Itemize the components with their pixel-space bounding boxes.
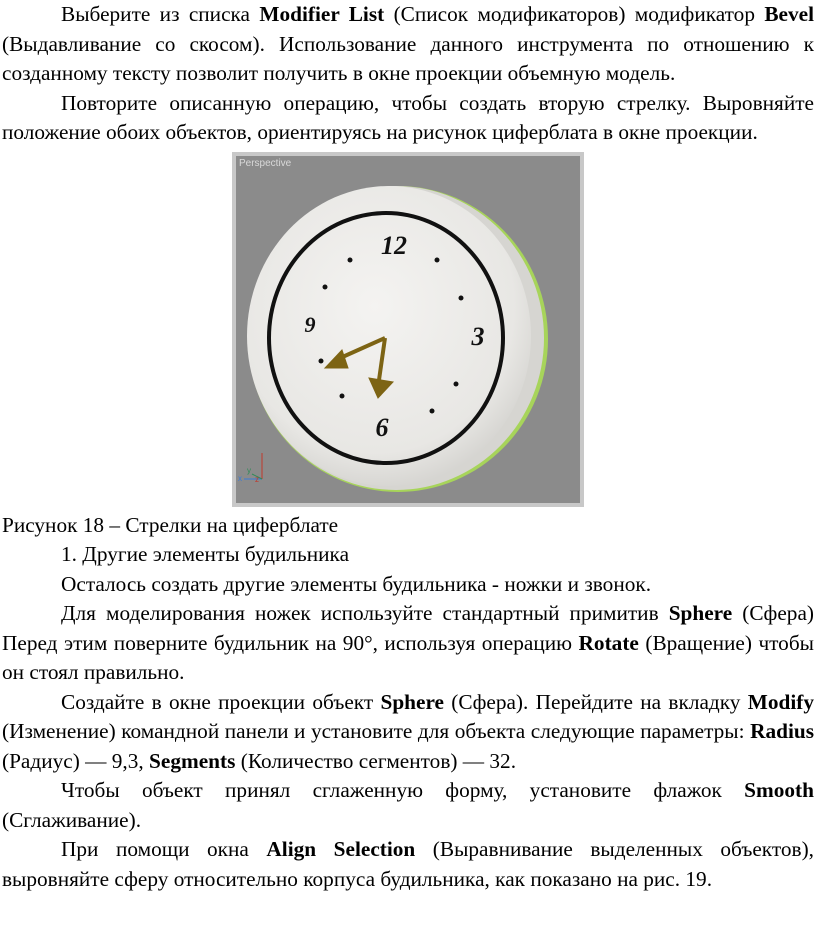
term-sphere: Sphere xyxy=(380,689,444,714)
axis-label-z: z xyxy=(255,474,259,484)
term-rotate: Rotate xyxy=(578,630,639,655)
text-run: (Радиус) — 9,3, xyxy=(2,748,150,773)
text-run: (Сглаживание). xyxy=(2,807,142,832)
term-smooth: Smooth xyxy=(744,778,814,802)
axis-label-x: x xyxy=(238,473,242,483)
term-segments: Segments xyxy=(149,748,236,773)
section-heading: 1. Другие элементы будильника xyxy=(61,542,350,566)
text-run: (Сфера). Перейдите на вкладку xyxy=(443,689,748,714)
hour-marker xyxy=(454,381,459,386)
text-run: (Выравнивание выделенных объектов), выровняйте сферу относительно корпуса будильника, как показано на рис. 19. xyxy=(2,837,815,891)
hour-marker xyxy=(323,284,328,289)
hour-marker xyxy=(340,393,345,398)
paragraph-remaining-elements: Осталось создать другие элементы будильника - ножки и звонок. xyxy=(61,571,652,596)
text-run: (Количество сегментов) — 32. xyxy=(235,748,517,773)
hour-marker xyxy=(430,408,435,413)
text-run: (Сфера) Перед этим поверните будильник на 90°, используя операцию xyxy=(2,601,814,655)
axis-gizmo xyxy=(238,453,262,484)
term-align-selection: Align Selection xyxy=(266,837,416,861)
term-sphere: Sphere xyxy=(668,601,733,625)
text-run: (Список модификаторов) модификатор xyxy=(384,2,765,26)
text-run: Создайте в окне проекции объект xyxy=(61,689,381,714)
paragraph-modifier-list xyxy=(2,0,814,89)
perspective-viewport xyxy=(232,152,584,507)
text-run: Чтобы объект принял сглаженную форму, установите флажок xyxy=(61,778,745,802)
paragraph-second-arrow: Повторите описанную операцию, чтобы создать вторую стрелку. Выровняйте положение обоих объектов, ориентируясь на рисунок циферблата в окне проекции. xyxy=(2,90,814,144)
text-run: (Изменение) командной панели и установите для объекта следующие параметры: xyxy=(2,719,751,743)
clock-render xyxy=(236,156,580,503)
hour-marker xyxy=(348,257,353,262)
document-page xyxy=(2,0,814,894)
term-modify: Modify xyxy=(747,689,814,714)
term-bevel: Bevel xyxy=(764,2,814,26)
text-run: Для моделирования ножек используйте стандартный примитив xyxy=(61,601,669,625)
axis-label-y: y xyxy=(247,465,251,475)
paragraph-sphere-params xyxy=(2,688,814,777)
paragraph-legs xyxy=(2,599,814,688)
clock-number-9: 9 xyxy=(304,311,316,337)
term-radius: Radius xyxy=(750,719,814,743)
viewport-label: Perspective xyxy=(239,157,292,169)
viewport-canvas xyxy=(236,156,580,503)
paragraph-smooth xyxy=(2,776,814,835)
figure-caption: Рисунок 18 – Стрелки на циферблате xyxy=(2,512,339,537)
clock-number-3: 3 xyxy=(471,321,485,351)
clock-number-6: 6 xyxy=(375,412,389,442)
figure-18 xyxy=(2,152,814,509)
term-modifier-list: Modifier List xyxy=(259,2,385,26)
hour-marker xyxy=(459,295,464,300)
text-run: При помощи окна xyxy=(61,837,267,861)
text-run: Выберите из списка xyxy=(61,2,260,26)
text-run: (Вращение) чтобы он стоял правильно. xyxy=(2,630,814,684)
hour-marker xyxy=(435,257,440,262)
hour-marker xyxy=(319,358,324,363)
text-run: (Выдавливание со скосом). Использование данного инструмента по отношению к созданному тексту позволит получить в окне проекции объемную модель. xyxy=(2,31,814,85)
clock-number-12: 12 xyxy=(381,230,407,260)
paragraph-align xyxy=(2,835,814,894)
